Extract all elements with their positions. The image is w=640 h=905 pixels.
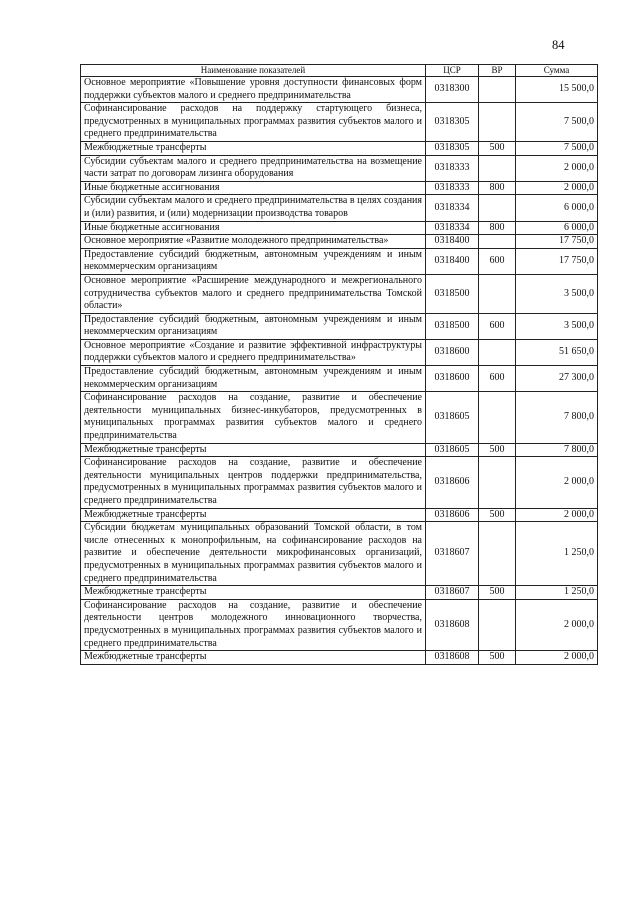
table-row [81, 248, 598, 274]
cell-vr: 500 [479, 508, 516, 522]
cell-sum: 17 750,0 [516, 248, 598, 274]
cell-name: Субсидии субъектам малого и среднего предпринимательства в целях создания и (или) развития, и (или) модернизации производства товаров [81, 195, 426, 221]
cell-name: Межбюджетные трансферты [81, 586, 426, 600]
cell-name: Предоставление субсидий бюджетным, автономным учреждениям и иным некоммерческим организациям [81, 366, 426, 392]
cell-csr: 0318605 [426, 392, 479, 443]
table-row [81, 181, 598, 195]
cell-sum: 6 000,0 [516, 221, 598, 235]
cell-vr [479, 103, 516, 142]
header-name: Наименование показателей [81, 65, 426, 77]
table-row [81, 651, 598, 665]
cell-csr: 0318305 [426, 141, 479, 155]
cell-name: Межбюджетные трансферты [81, 141, 426, 155]
table-row [81, 586, 598, 600]
table-row [81, 339, 598, 365]
cell-name: Межбюджетные трансферты [81, 508, 426, 522]
cell-sum: 1 250,0 [516, 522, 598, 586]
cell-vr [479, 274, 516, 313]
cell-vr [479, 457, 516, 508]
cell-vr [479, 155, 516, 181]
table-row [81, 457, 598, 508]
cell-csr: 0318607 [426, 586, 479, 600]
cell-name: Иные бюджетные ассигнования [81, 181, 426, 195]
cell-sum: 6 000,0 [516, 195, 598, 221]
cell-sum: 3 500,0 [516, 313, 598, 339]
cell-csr: 0318608 [426, 651, 479, 665]
cell-sum: 2 000,0 [516, 651, 598, 665]
cell-sum: 15 500,0 [516, 77, 598, 103]
cell-name: Основное мероприятие «Создание и развитие эффективной инфраструктуры поддержки субъектов малого и среднего предпринимательства» [81, 339, 426, 365]
table-row [81, 141, 598, 155]
cell-vr [479, 195, 516, 221]
cell-name: Субсидии субъектам малого и среднего предпринимательства на возмещение части затрат по договорам лизинга оборудования [81, 155, 426, 181]
cell-name: Софинансирование расходов на поддержку стартующего бизнеса, предусмотренных в муниципальных программах развития субъектов малого и среднего предпринимательства [81, 103, 426, 142]
cell-vr [479, 599, 516, 650]
cell-sum: 2 000,0 [516, 599, 598, 650]
table-row [81, 508, 598, 522]
cell-vr: 800 [479, 221, 516, 235]
page-number: 84 [552, 38, 565, 52]
cell-vr [479, 235, 516, 249]
cell-csr: 0318500 [426, 274, 479, 313]
cell-sum: 7 800,0 [516, 392, 598, 443]
table-row [81, 443, 598, 457]
cell-vr: 600 [479, 366, 516, 392]
cell-sum: 7 500,0 [516, 141, 598, 155]
cell-csr: 0318333 [426, 155, 479, 181]
cell-csr: 0318300 [426, 77, 479, 103]
cell-vr: 500 [479, 443, 516, 457]
table-row [81, 103, 598, 142]
table-row [81, 221, 598, 235]
cell-name: Межбюджетные трансферты [81, 651, 426, 665]
cell-name: Иные бюджетные ассигнования [81, 221, 426, 235]
cell-sum: 27 300,0 [516, 366, 598, 392]
cell-csr: 0318600 [426, 366, 479, 392]
table-row [81, 235, 598, 249]
table-row [81, 599, 598, 650]
cell-csr: 0318607 [426, 522, 479, 586]
cell-name: Предоставление субсидий бюджетным, автономным учреждениям и иным некоммерческим организациям [81, 313, 426, 339]
cell-csr: 0318400 [426, 248, 479, 274]
cell-sum: 2 000,0 [516, 155, 598, 181]
cell-vr: 500 [479, 586, 516, 600]
table-row [81, 392, 598, 443]
cell-csr: 0318605 [426, 443, 479, 457]
cell-csr: 0318305 [426, 103, 479, 142]
table-row [81, 313, 598, 339]
cell-csr: 0318608 [426, 599, 479, 650]
cell-csr: 0318334 [426, 221, 479, 235]
cell-csr: 0318606 [426, 457, 479, 508]
table-row [81, 274, 598, 313]
cell-sum: 2 000,0 [516, 508, 598, 522]
cell-vr: 500 [479, 141, 516, 155]
cell-csr: 0318334 [426, 195, 479, 221]
cell-sum: 2 000,0 [516, 181, 598, 195]
table-row [81, 522, 598, 586]
header-vr: ВР [479, 65, 516, 77]
table-row [81, 155, 598, 181]
cell-vr: 600 [479, 313, 516, 339]
cell-name: Межбюджетные трансферты [81, 443, 426, 457]
cell-name: Основное мероприятие «Развитие молодежного предпринимательства» [81, 235, 426, 249]
cell-vr [479, 522, 516, 586]
cell-vr [479, 77, 516, 103]
cell-name: Предоставление субсидий бюджетным, автономным учреждениям и иным некоммерческим организациям [81, 248, 426, 274]
cell-vr: 600 [479, 248, 516, 274]
cell-sum: 1 250,0 [516, 586, 598, 600]
header-csr: ЦСР [426, 65, 479, 77]
cell-sum: 7 800,0 [516, 443, 598, 457]
table-row [81, 366, 598, 392]
table-row [81, 195, 598, 221]
cell-vr: 800 [479, 181, 516, 195]
budget-table [80, 64, 598, 665]
cell-csr: 0318400 [426, 235, 479, 249]
cell-sum: 7 500,0 [516, 103, 598, 142]
cell-vr [479, 339, 516, 365]
header-sum: Сумма [516, 65, 598, 77]
cell-sum: 3 500,0 [516, 274, 598, 313]
cell-csr: 0318606 [426, 508, 479, 522]
cell-name: Софинансирование расходов на создание, развитие и обеспечение деятельности муниципальных центров поддержки предпринимательства, предусмотренных в муниципальных программах развития субъектов малого и среднего предпринимательства [81, 457, 426, 508]
cell-name: Основное мероприятие «Повышение уровня доступности финансовых форм поддержки субъектов малого и среднего предпринимательства [81, 77, 426, 103]
cell-csr: 0318333 [426, 181, 479, 195]
table-header-row [81, 65, 598, 77]
cell-sum: 51 650,0 [516, 339, 598, 365]
cell-csr: 0318600 [426, 339, 479, 365]
cell-name: Софинансирование расходов на создание, развитие и обеспечение деятельности центров молодежного инновационного творчества, предусмотренных в муниципальных программах развития субъектов малого и среднего предпринимательства [81, 599, 426, 650]
table-row [81, 77, 598, 103]
cell-sum: 17 750,0 [516, 235, 598, 249]
cell-name: Основное мероприятие «Расширение международного и межрегионального сотрудничества субъектов малого и среднего предпринимательства Томской области» [81, 274, 426, 313]
cell-vr [479, 392, 516, 443]
table-body [81, 77, 598, 665]
cell-name: Софинансирование расходов на создание, развитие и обеспечение деятельности муниципальных бизнес-инкубаторов, предусмотренных в муниципальных программах развития субъектов малого и среднего предпринимательства [81, 392, 426, 443]
cell-sum: 2 000,0 [516, 457, 598, 508]
cell-vr: 500 [479, 651, 516, 665]
cell-name: Субсидии бюджетам муниципальных образований Томской области, в том числе отнесенных к монопрофильным, на софинансирование расходов на развитие и обеспечение деятельности микрофинансовых организаций, предусмотренных в муниципальных программах развития субъектов малого и среднего предпринимательства [81, 522, 426, 586]
cell-csr: 0318500 [426, 313, 479, 339]
